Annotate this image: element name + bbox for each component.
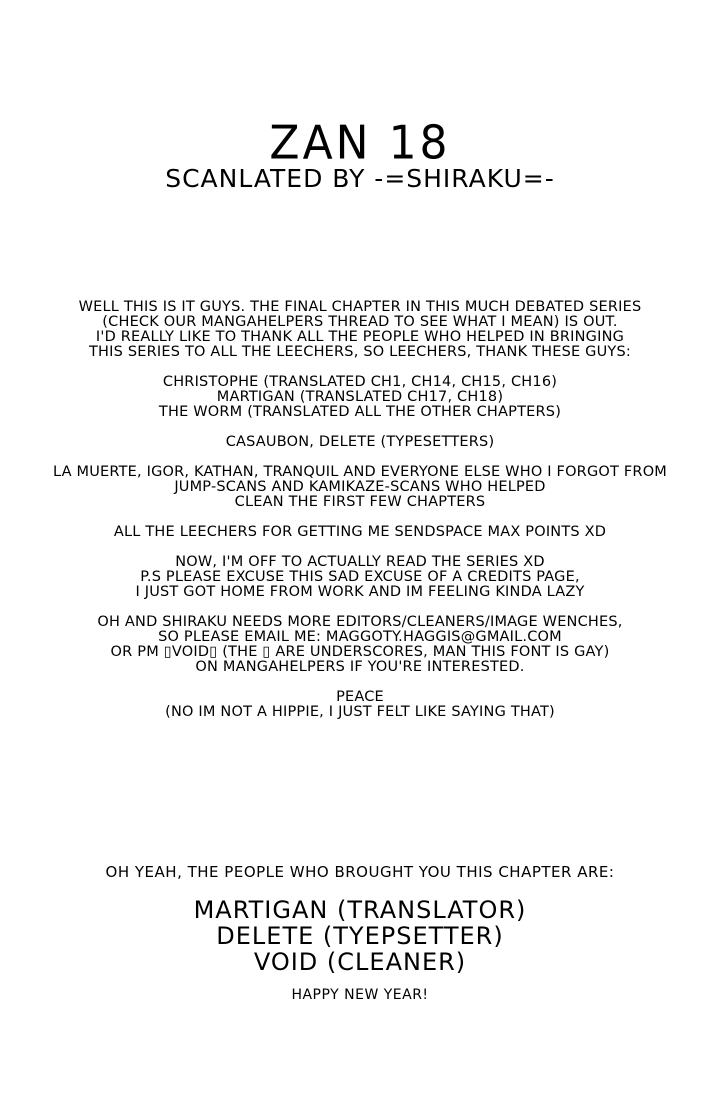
- message-line: PEACE: [336, 689, 384, 705]
- staff-credit: DELETE (TYEPSETTER): [216, 922, 504, 950]
- message-line: THE WORM (TRANSLATED ALL THE OTHER CHAPTERS): [158, 404, 562, 420]
- new-year-greeting: HAPPY NEW YEAR!: [291, 987, 429, 1003]
- message-line: MARTIGAN (TRANSLATED CH17, CH18): [216, 389, 504, 405]
- message-line: I'D REALLY LIKE TO THANK ALL THE PEOPLE WHO HELPED IN BRINGING: [95, 329, 625, 345]
- message-line: WELL THIS IS IT GUYS. THE FINAL CHAPTER IN THIS MUCH DEBATED SERIES: [78, 299, 642, 315]
- message-line: OH AND SHIRAKU NEEDS MORE EDITORS/CLEANERS/IMAGE WENCHES,: [97, 614, 623, 630]
- scanlation-credit: SCANLATED BY -=SHIRAKU=-: [165, 164, 555, 193]
- message-line: NOW, I'M OFF TO ACTUALLY READ THE SERIES XD: [175, 554, 545, 570]
- message-line: JUMP-SCANS AND KAMIKAZE-SCANS WHO HELPED: [174, 479, 546, 495]
- message-line: I JUST GOT HOME FROM WORK AND IM FEELING KINDA LAZY: [135, 584, 585, 600]
- message-line: SO PLEASE EMAIL ME: MAGGOTY.HAGGIS@GMAIL.COM: [158, 629, 562, 645]
- staff-credit: MARTIGAN (TRANSLATOR): [193, 896, 527, 924]
- message-line: LA MUERTE, IGOR, KATHAN, TRANQUIL AND EVERYONE ELSE WHO I FORGOT FROM: [52, 464, 668, 480]
- message-line: THIS SERIES TO ALL THE LEECHERS, SO LEECHERS, THANK THESE GUYS:: [89, 344, 631, 360]
- message-line: ON MANGAHELPERS IF YOU'RE INTERESTED.: [195, 659, 525, 675]
- message-line: CLEAN THE FIRST FEW CHAPTERS: [234, 494, 486, 510]
- message-line: (CHECK OUR MANGAHELPERS THREAD TO SEE WHAT I MEAN) IS OUT.: [102, 314, 618, 330]
- message-line: ALL THE LEECHERS FOR GETTING ME SENDSPACE MAX POINTS XD: [113, 524, 607, 540]
- message-line: OR PM ▯VOID▯ (THE ▯ ARE UNDERSCORES, MAN THIS FONT IS GAY): [110, 644, 610, 660]
- message-line: P.S PLEASE EXCUSE THIS SAD EXCUSE OF A CREDITS PAGE,: [140, 569, 580, 585]
- message-line: (NO IM NOT A HIPPIE, I JUST FELT LIKE SAYING THAT): [165, 704, 555, 720]
- message-line: CASAUBON, DELETE (TYPESETTERS): [225, 434, 495, 450]
- staff-credit: VOID (CLEANER): [253, 948, 467, 976]
- closing-lead: OH YEAH, THE PEOPLE WHO BROUGHT YOU THIS CHAPTER ARE:: [105, 863, 615, 881]
- page-title: ZAN 18: [269, 116, 451, 171]
- message-line: CHRISTOPHE (TRANSLATED CH1, CH14, CH15, CH16): [162, 374, 558, 390]
